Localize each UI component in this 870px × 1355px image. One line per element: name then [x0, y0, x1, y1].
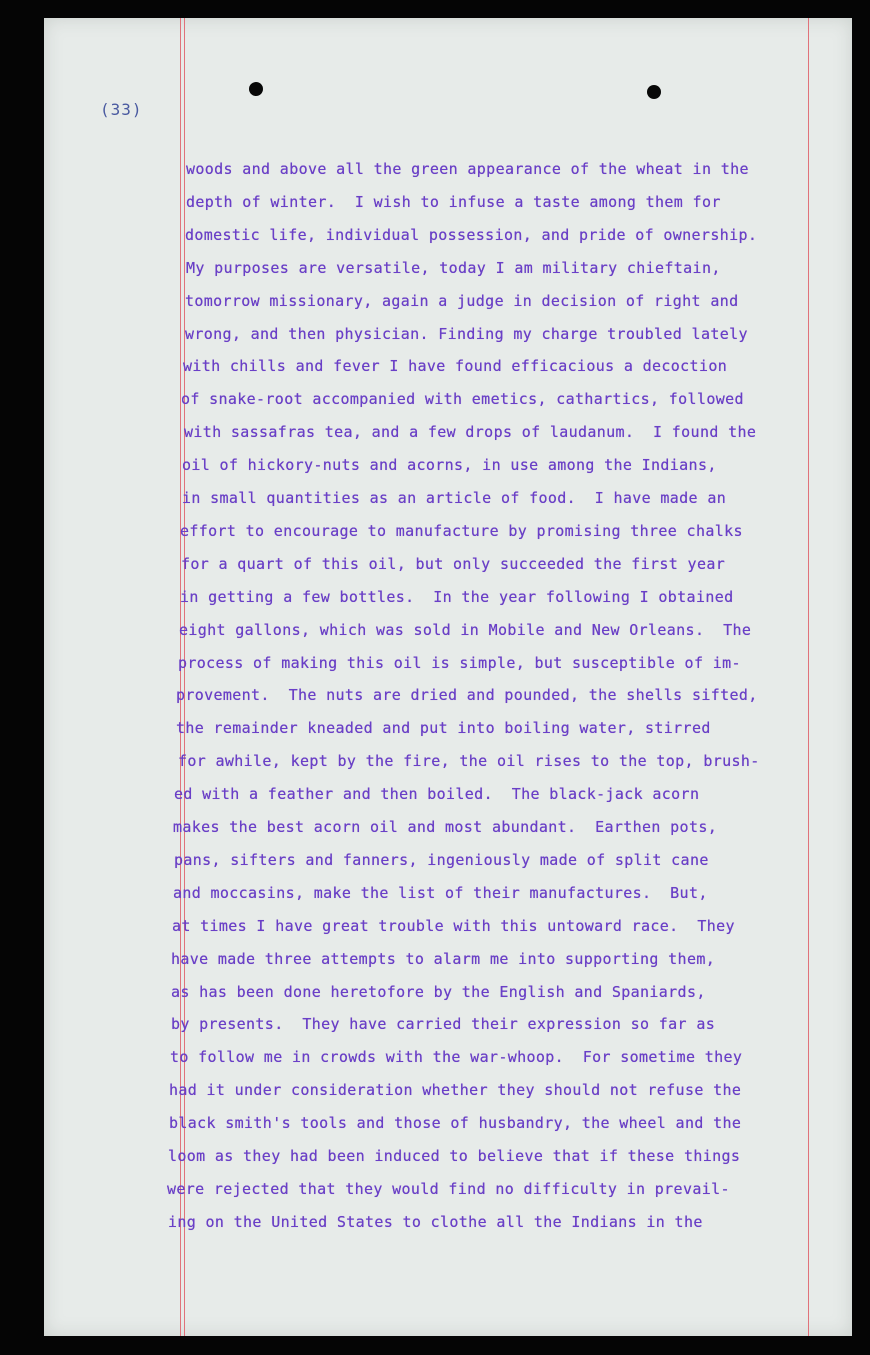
text-line: domestic life, individual possession, and pride of ownership.: [185, 226, 758, 244]
text-line: pans, sifters and fanners, ingeniously made of split cane: [174, 851, 709, 869]
text-line: had it under consideration whether they should not refuse the: [169, 1081, 742, 1099]
text-line: ed with a feather and then boiled. The black-jack acorn: [174, 785, 700, 803]
text-line: by presents. They have carried their expression so far as: [171, 1015, 716, 1033]
punch-hole-left: [249, 82, 263, 96]
text-line: and moccasins, make the list of their manufactures. But,: [173, 884, 708, 902]
left-margin-rule-inner: [184, 18, 185, 1336]
text-line: wrong, and then physician. Finding my charge troubled lately: [185, 325, 748, 343]
text-line: for awhile, kept by the fire, the oil rises to the top, brush-: [178, 752, 760, 770]
text-line: woods and above all the green appearance of the wheat in the: [186, 160, 749, 178]
text-line: My purposes are versatile, today I am military chieftain,: [186, 259, 721, 277]
text-line: oil of hickory-nuts and acorns, in use among the Indians,: [182, 456, 717, 474]
text-line: ing on the United States to clothe all the Indians in the: [168, 1213, 703, 1231]
text-line: have made three attempts to alarm me into supporting them,: [171, 950, 716, 968]
text-line: the remainder kneaded and put into boiling water, stirred: [176, 719, 711, 737]
text-line: in getting a few bottles. In the year following I obtained: [180, 588, 734, 606]
text-line: process of making this oil is simple, but susceptible of im-: [178, 654, 741, 672]
text-line: depth of winter. I wish to infuse a taste among them for: [186, 193, 721, 211]
text-line: at times I have great trouble with this untoward race. They: [172, 917, 735, 935]
text-line: as has been done heretofore by the English and Spaniards,: [171, 983, 706, 1001]
text-line: makes the best acorn oil and most abundant. Earthen pots,: [173, 818, 718, 836]
text-line: loom as they had been induced to believe that if these things: [168, 1147, 741, 1165]
text-line: effort to encourage to manufacture by promising three chalks: [180, 522, 743, 540]
text-line: eight gallons, which was sold in Mobile and New Orleans. The: [179, 621, 752, 639]
text-line: in small quantities as an article of food. I have made an: [182, 489, 727, 507]
text-line: black smith's tools and those of husbandry, the wheel and the: [169, 1114, 742, 1132]
text-line: with sassafras tea, and a few drops of laudanum. I found the: [184, 423, 757, 441]
page-number: (33): [100, 100, 143, 119]
text-line: provement. The nuts are dried and pounded, the shells sifted,: [176, 686, 758, 704]
text-line: to follow me in crowds with the war-whoop. For sometime they: [170, 1048, 743, 1066]
left-margin-rule: [180, 18, 181, 1336]
text-line: tomorrow missionary, again a judge in decision of right and: [185, 292, 739, 310]
text-line: of snake-root accompanied with emetics, cathartics, followed: [181, 390, 744, 408]
text-line: were rejected that they would find no difficulty in prevail-: [167, 1180, 730, 1198]
typewritten-page: [44, 18, 852, 1336]
text-line: with chills and fever I have found efficacious a decoction: [183, 357, 728, 375]
right-margin-rule: [808, 18, 809, 1336]
text-line: for a quart of this oil, but only succeeded the first year: [181, 555, 726, 573]
punch-hole-right: [647, 85, 661, 99]
